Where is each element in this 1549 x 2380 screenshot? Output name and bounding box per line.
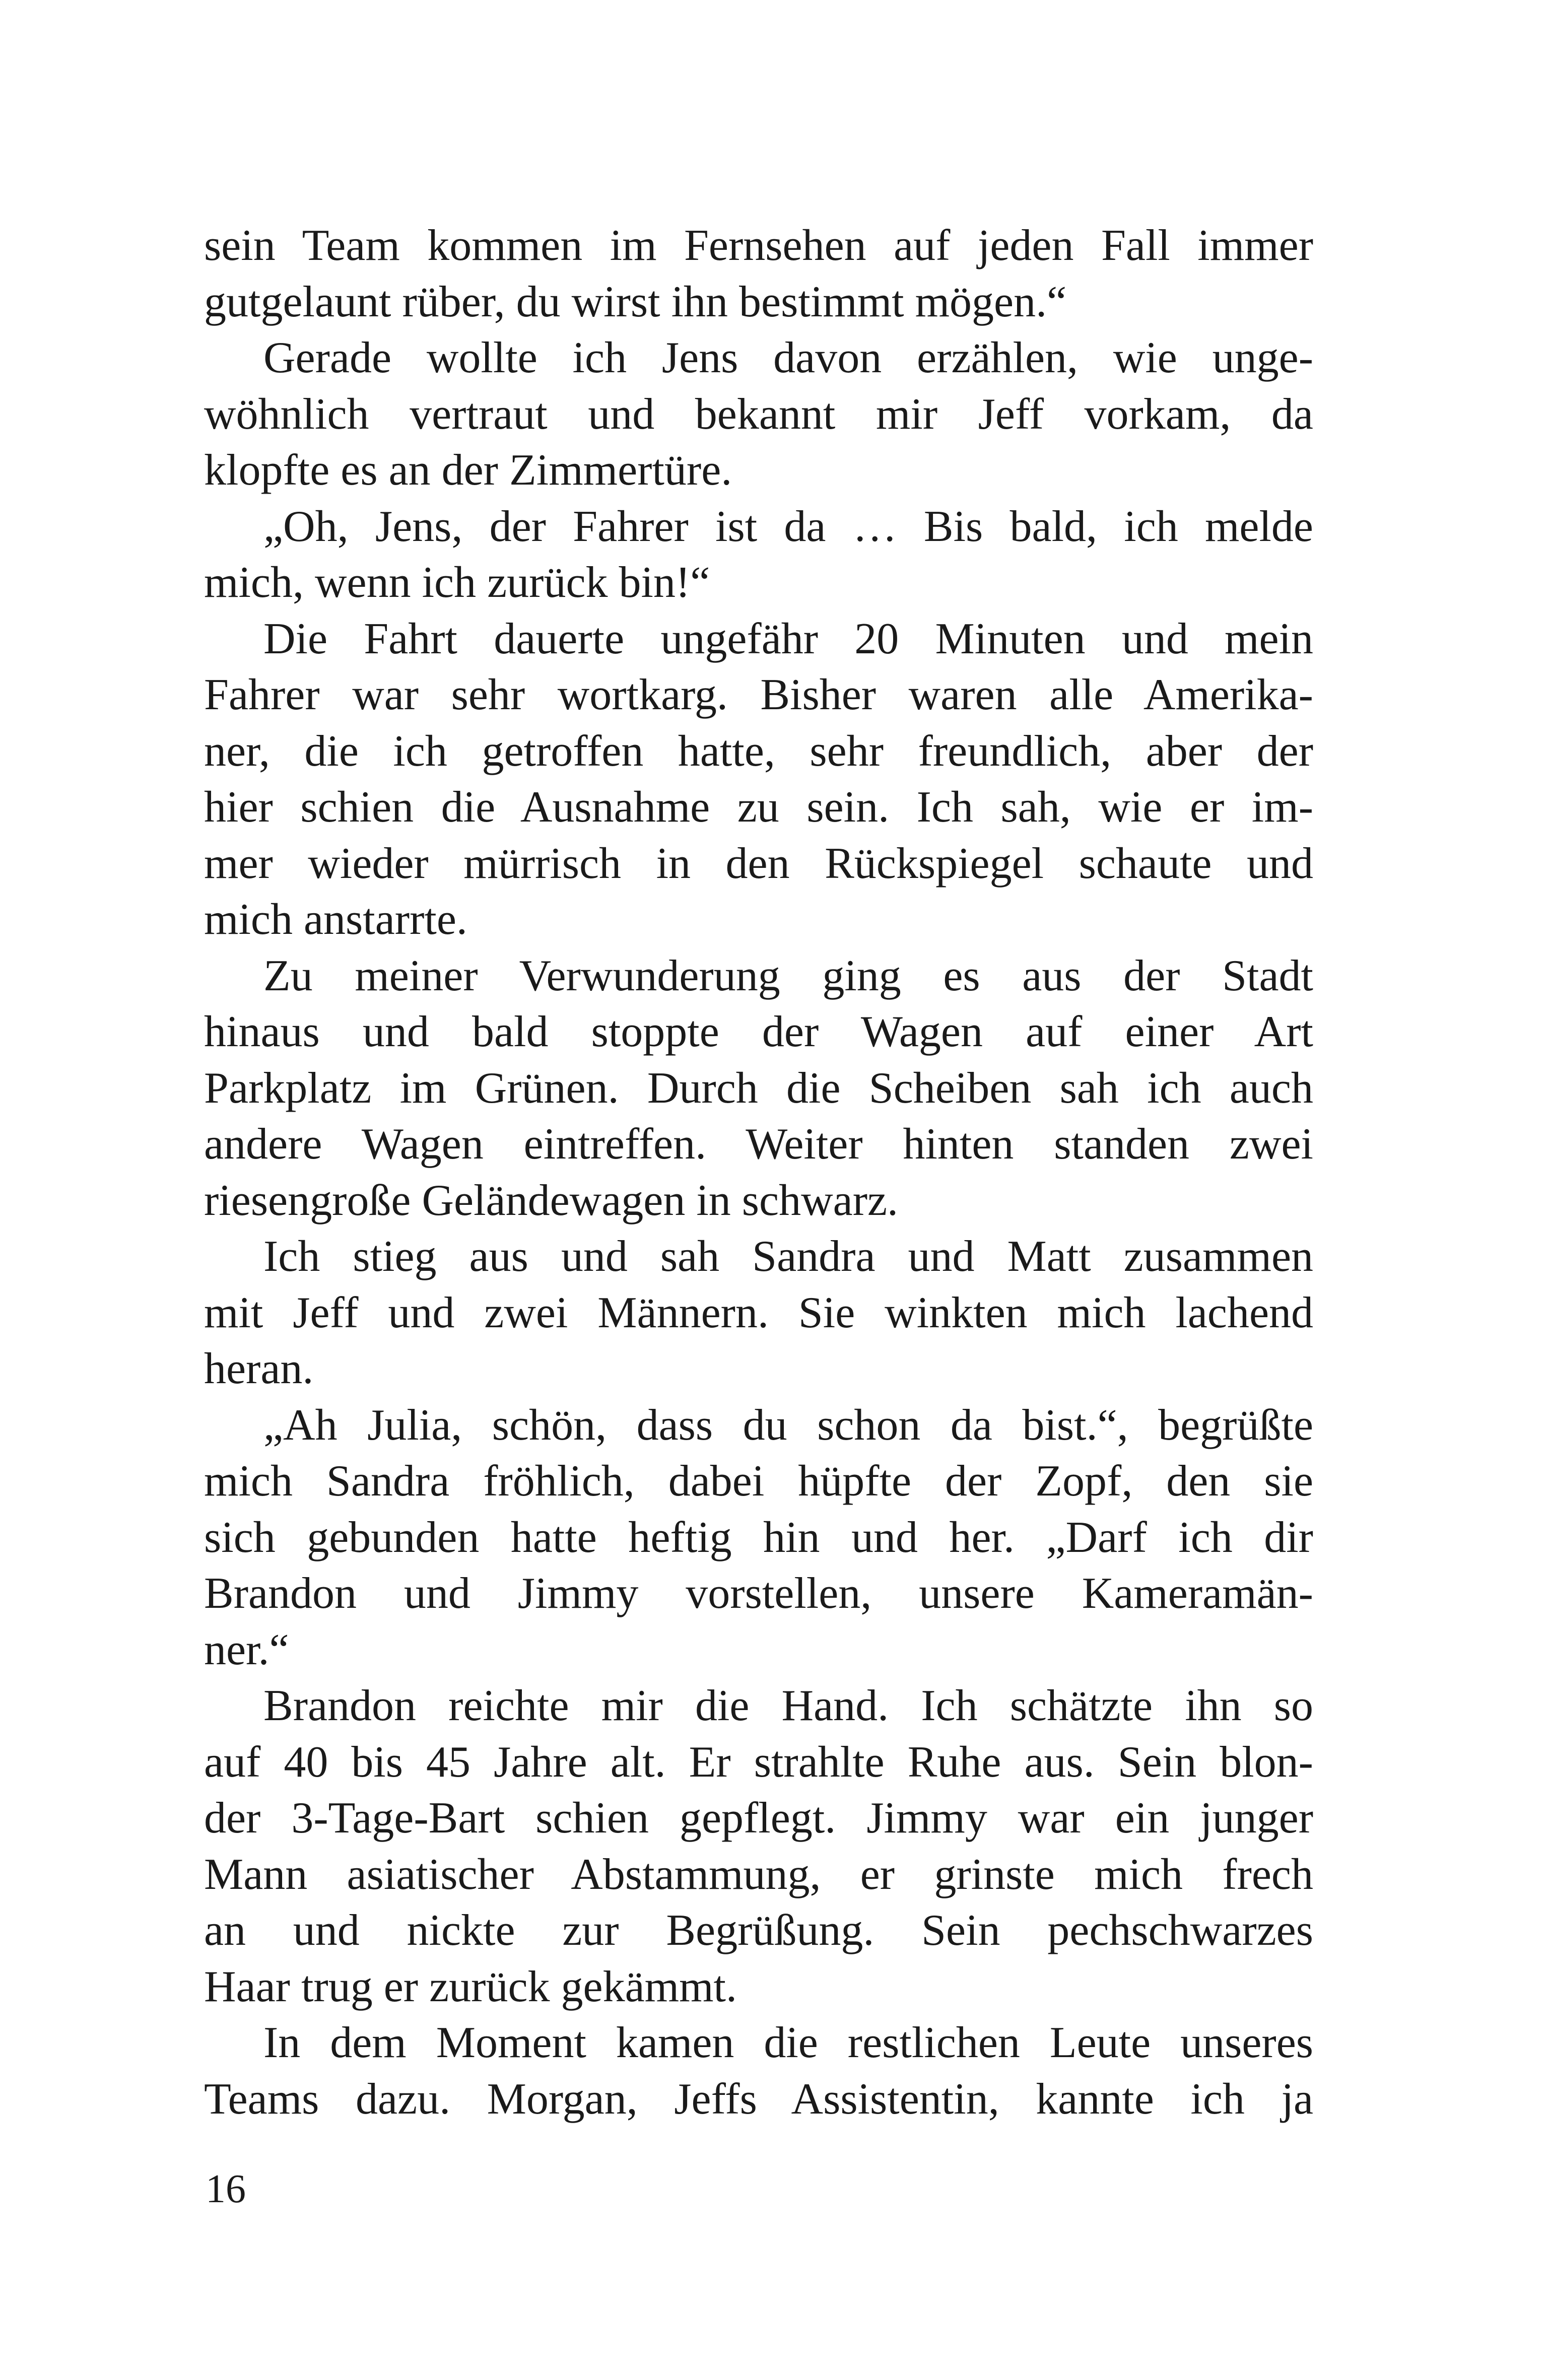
text-line: hinaus und bald stoppte der Wagen auf einer Art [204,1007,1313,1056]
text-line: wöhnlich vertraut und bekannt mir Jeff vorkam, da [204,389,1313,439]
page-number: 16 [206,2167,246,2211]
text-line: Parkplatz im Grünen. Durch die Scheiben sah ich auch [204,1063,1313,1113]
text-line: Teams dazu. Morgan, Jeffs Assistentin, kannte ich ja [204,2074,1313,2124]
paragraph [204,499,1313,611]
text-line: mich anstarrte. [204,895,467,944]
text-line: „Ah Julia, schön, dass du schon da bist.“, begrüßte [263,1400,1313,1450]
body-text [204,218,1313,2127]
text-line: mich, wenn ich zurück bin!“ [204,558,710,607]
text-line: der 3-Tage-Bart schien gepflegt. Jimmy war ein junger [204,1794,1313,1843]
text-line: auf 40 bis 45 Jahre alt. Er strahlte Ruhe aus. Sein blon- [204,1737,1313,1787]
text-line: Brandon und Jimmy vorstellen, unsere Kameramän- [204,1569,1313,1618]
text-line: Fahrer war sehr wortkarg. Bisher waren alle Amerika- [204,670,1313,719]
text-line: gutgelaunt rüber, du wirst ihn bestimmt mögen.“ [204,277,1067,326]
text-line: ner.“ [204,1625,289,1674]
text-line: heran. [204,1344,314,1393]
text-line: ner, die ich getroffen hatte, sehr freundlich, aber der [204,726,1313,776]
paragraph [204,1678,1313,2015]
text-line: andere Wagen eintreffen. Weiter hinten standen zwei [204,1120,1313,1169]
text-line: riesengroße Geländewagen in schwarz. [204,1176,899,1225]
paragraph [204,611,1313,948]
text-line: mit Jeff und zwei Männern. Sie winkten mich lachend [204,1288,1313,1337]
text-line: mich Sandra fröhlich, dabei hüpfte der Zopf, den sie [204,1457,1313,1506]
text-line: sich gebunden hatte heftig hin und her. „Darf ich dir [204,1513,1313,1562]
text-line: an und nickte zur Begrüßung. Sein pechschwarzes [204,1906,1313,1955]
text-line: „Oh, Jens, der Fahrer ist da … Bis bald, ich melde [263,502,1313,551]
paragraph [204,948,1313,1229]
text-line: Haar trug er zurück gekämmt. [204,1962,737,2011]
paragraph [204,330,1313,499]
text-line: Mann asiatischer Abstammung, er grinste mich frech [204,1850,1313,1899]
paragraph [204,1397,1313,1678]
text-line: hier schien die Ausnahme zu sein. Ich sah, wie er im- [204,783,1313,832]
text-line: mer wieder mürrisch in den Rückspiegel schaute und [204,839,1313,888]
text-line: sein Team kommen im Fernsehen auf jeden Fall immer [204,221,1313,270]
text-line: Gerade wollte ich Jens davon erzählen, wie unge- [263,333,1313,382]
paragraph [204,218,1313,330]
text-line: Zu meiner Verwunderung ging es aus der Stadt [263,951,1313,1000]
text-line: Die Fahrt dauerte ungefähr 20 Minuten und mein [263,614,1313,663]
text-line: klopfte es an der Zimmertüre. [204,446,732,495]
paragraph [204,2015,1313,2127]
text-line: Ich stieg aus und sah Sandra und Matt zusammen [263,1232,1313,1281]
text-line: Brandon reichte mir die Hand. Ich schätzte ihn so [263,1681,1313,1730]
paragraph [204,1229,1313,1397]
text-line: In dem Moment kamen die restlichen Leute unseres [263,2018,1313,2067]
